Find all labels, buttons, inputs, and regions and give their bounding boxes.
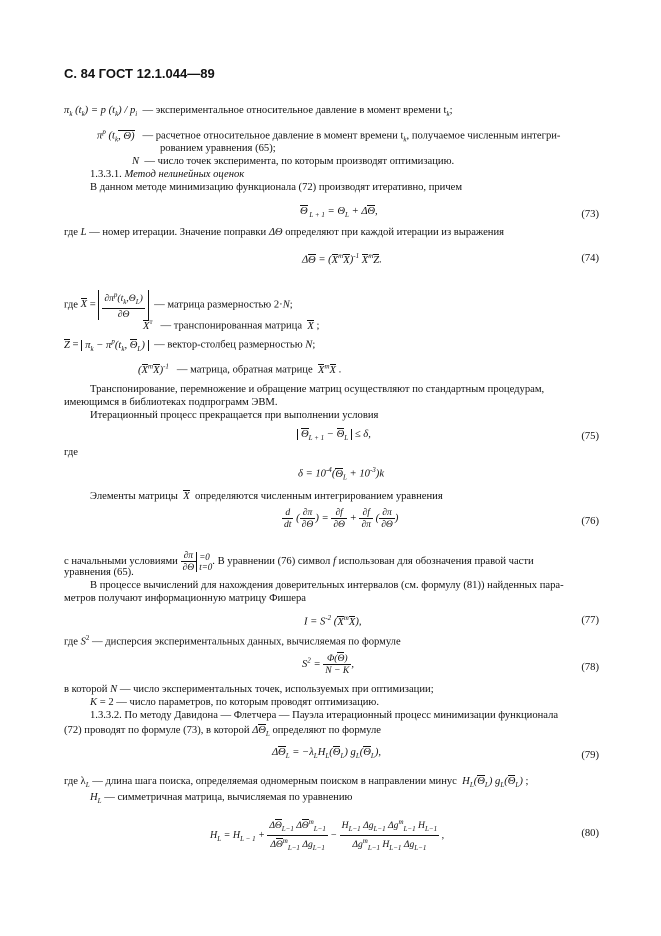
equation-73: Θ $_{L + 1} = \Theta_L + \Delta\Theta$,	[300, 206, 378, 220]
text-line-17: где	[64, 447, 78, 458]
text-line-15: имеющимся в библиотеках подпрограмм ЭВМ.	[64, 397, 278, 408]
text-line-16: Итерационный процесс прекращается при выполнении условия	[90, 410, 379, 421]
equation-number-80: (80)	[581, 828, 599, 839]
equation-number-79: (79)	[581, 750, 599, 761]
text-line-8: где L — номер итерации. Значение поправки ΔΘ определяют при каждой итерации из выражения	[64, 227, 505, 238]
text-line-31: (72) проводят по формуле (73), в которой $\Delta\Theta_L$ определяют по формуле	[64, 725, 382, 739]
text-line-6: В данном методе минимизацию функционала (72) производят итеративно, причем	[90, 182, 463, 193]
equation-number-78: (78)	[581, 662, 599, 673]
text-line-pi-k: $\pi_k$ $(t_k) = p$ $(t_k) / p_i$ — экспериментальное относительное давление в момент времени $t_k$;	[64, 105, 453, 119]
equation-80: $H_L = H_{L - 1}$ + $\frac{\Delta\Theta_{L-1} \Delta\Theta^т_{L-1}}{\Delta\Theta^т_{L-1} \Delta g_{L-1}}$ − $\frac{H_{L-1} \Delta g_{L-1} \Delta g^т_{L-1} H_{L-1}}{\Delta g^т_{L-1} H_{L-1} \Delta g_{L-1}}$ ,	[210, 818, 445, 853]
text-line-22: уравнения (65).	[64, 567, 134, 578]
equation-number-74: (74)	[581, 253, 599, 264]
text-line-19: Элементы матрицы X определяются численным интегрированием уравнения	[90, 491, 443, 502]
text-line-23: В процессе вычислений для нахождения доверительных интервалов (см. формулу (81)) найденных пара-	[90, 580, 564, 591]
text-line-3: рованием уравнения (65);	[160, 143, 276, 154]
text-line-24: метров получают информационную матрицу Фишера	[64, 593, 307, 604]
text-line-4: N — число точек эксперимента, по которым производят оптимизацию.	[132, 156, 455, 167]
equation-number-75: (75)	[581, 431, 599, 442]
text-line-10: где X = $\frac{\partial\pi^p(t_k,\Theta_L)}{\partial\Theta}$ — матрица размерностью 2·N;	[64, 291, 293, 321]
text-line-12: $Z = \pi_k - \pi^p(t_k$, $\Theta_L$) — вектор-столбец размерностью N;	[64, 337, 316, 353]
text-line-26: где $S^2$ — дисперсия экспериментальных данных, вычисляемая по формуле	[64, 634, 401, 648]
text-line-28: в которой N — число экспериментальных точек, используемых при оптимизации;	[64, 684, 434, 695]
text-line-33: где $\lambda_L$ — длина шага поиска, определяемая одномерным поиском в направлении минус $H_L(\Theta_L)$ $g_L(\Theta_L)$ ;	[64, 776, 529, 790]
text-line-11: $X^т$ — транспонированная матрица X ;	[143, 318, 320, 332]
text-line-29: K = 2 — число параметров, по которым проводят оптимизацию.	[90, 697, 379, 708]
equation-delta: $\delta = 10^{-4}(\Theta_L + 10^{-3})k$	[298, 466, 385, 482]
text-line-21: с начальными условиями $\frac{\partial\pi}{\partial\Theta}$ =0 t=0. В уравнении (76) символ f использован для обозначения правой части	[64, 550, 534, 573]
equation-78: $S^2$ = $\frac{\Phi(\Theta)}{N - K}$ ,	[302, 653, 354, 676]
page-header: С. 84 ГОСТ 12.1.044—89	[64, 66, 215, 81]
equation-76: $\frac{d}{dt}$ ( $\frac{\partial\pi}{\partial\Theta}$ ) = $\frac{\partial f}{\partial\Theta}$ + $\frac{\partial f}{\partial\pi}$ ( $\frac{\partial\pi}{\partial\Theta}$ )	[284, 507, 399, 530]
text-line-34: $H_L$ — симметричная матрица, вычисляемая по уравнению	[90, 792, 353, 806]
equation-number-73: (73)	[581, 209, 599, 220]
equation-number-77: (77)	[581, 615, 599, 626]
text-line-14: Транспонирование, перемножение и обращение матриц осуществляют по стандартным процедурам,	[90, 384, 545, 395]
text-line-30: 1.3.3.2. По методу Давидона — Флетчера — Пауэла итерационный процесс минимизации функционала	[90, 710, 559, 721]
text-line-13: $(X^тX)^{-1}$ — матрица, обратная матрице $X^тX$ .	[138, 362, 342, 376]
equation-number-76: (76)	[581, 516, 599, 527]
equation-74: $\Delta\Theta = (X^тX)^{-1}$ $X^тZ$.	[302, 252, 382, 266]
section-title-1-3-3-1: 1.3.3.1. Метод нелинейных оценок	[90, 169, 245, 180]
equation-75: $\Theta_{L + 1} - \Theta_L \le \delta$,	[297, 428, 371, 445]
text-line-pi-p: $\pi^p$ ($t_k$, Θ) — расчетное относительное давление в момент времени $t_k$, получаемое численным интегри-	[97, 128, 561, 144]
equation-79: $\Delta\Theta_L = -\lambda_LH_L(\Theta_L)$ $g_L(\Theta_L)$,	[272, 747, 382, 761]
equation-77: $I = S^{-2}$ $(X^тX)$,	[304, 614, 362, 628]
